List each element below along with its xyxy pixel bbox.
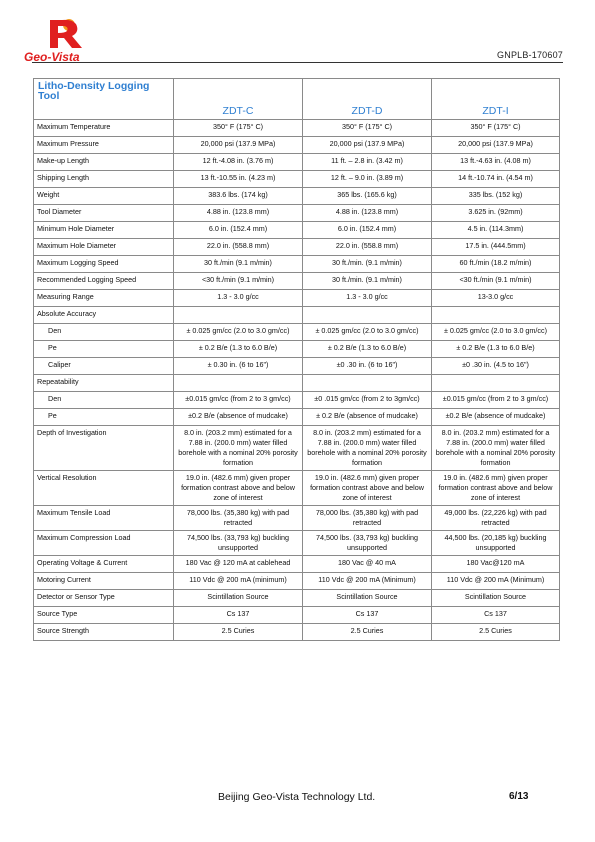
company-logo	[20, 14, 110, 64]
model-header-zdt-i: ZDT-I	[432, 103, 560, 120]
cell-zdt-d: 78,000 lbs. (35,380 kg) with pad retracted	[303, 506, 432, 531]
document-number: GNPLB-170607	[497, 50, 563, 60]
cell-zdt-c: 350° F (175° C)	[174, 120, 303, 137]
cell-zdt-c: 180 Vac @ 120 mA at cablehead	[174, 556, 303, 573]
cell-zdt-d: 350° F (175° C)	[303, 120, 432, 137]
cell-zdt-c: <30 ft./min (9.1 m/min)	[174, 273, 303, 290]
table-row	[34, 506, 560, 531]
table-row	[34, 409, 560, 426]
cell-zdt-d: ± 0.025 gm/cc (2.0 to 3.0 gm/cc)	[303, 324, 432, 341]
cell-zdt-d: 74,500 lbs. (33,793 kg) buckling unsupported	[303, 531, 432, 556]
table-row	[34, 205, 560, 222]
table-title: Litho-Density Logging Tool	[34, 79, 174, 104]
cell-zdt-i: Scintillation Source	[432, 590, 560, 607]
cell-zdt-i: 20,000 psi (137.9 MPa)	[432, 137, 560, 154]
cell-zdt-i: 19.0 in. (482.6 mm) given proper formation contrast above and below zone of interest	[432, 471, 560, 506]
table-row	[34, 222, 560, 239]
cell-zdt-d: 12 ft. – 9.0 in. (3.89 m)	[303, 171, 432, 188]
cell-zdt-c: ±0.015 gm/cc (from 2 to 3 gm/cc)	[174, 392, 303, 409]
cell-zdt-c	[174, 307, 303, 324]
row-label: Depth of Investigation	[34, 426, 174, 471]
cell-zdt-i: 335 lbs. (152 kg)	[432, 188, 560, 205]
geo-vista-logo-icon	[20, 14, 110, 64]
cell-zdt-d: 1.3 - 3.0 g/cc	[303, 290, 432, 307]
row-label: Vertical Resolution	[34, 471, 174, 506]
cell-zdt-d: 4.88 in. (123.8 mm)	[303, 205, 432, 222]
table-row	[34, 607, 560, 624]
cell-zdt-c: ±0.2 B/e (absence of mudcake)	[174, 409, 303, 426]
table-row	[34, 290, 560, 307]
cell-zdt-d: ± 0.2 B/e (1.3 to 6.0 B/e)	[303, 341, 432, 358]
cell-zdt-i: ± 0.2 B/e (1.3 to 6.0 B/e)	[432, 341, 560, 358]
row-label: Minimum Hole Diameter	[34, 222, 174, 239]
cell-zdt-i: 49,000 lbs. (22,226 kg) with pad retracted	[432, 506, 560, 531]
table-row	[34, 624, 560, 641]
cell-zdt-i	[432, 375, 560, 392]
row-label: Maximum Pressure	[34, 137, 174, 154]
cell-zdt-i: ±0.015 gm/cc (from 2 to 3 gm/cc)	[432, 392, 560, 409]
cell-zdt-d: 20,000 psi (137.9 MPa)	[303, 137, 432, 154]
cell-zdt-c: 22.0 in. (558.8 mm)	[174, 239, 303, 256]
cell-zdt-c: ± 0.30 in. (6 to 16")	[174, 358, 303, 375]
cell-zdt-d: 8.0 in. (203.2 mm) estimated for a 7.88 in. (200.0 mm) water filled borehole with a nominal 20% porosity formation	[303, 426, 432, 471]
table-row	[34, 531, 560, 556]
cell-zdt-d: 11 ft. – 2.8 in. (3.42 m)	[303, 154, 432, 171]
cell-zdt-d: 6.0 in. (152.4 mm)	[303, 222, 432, 239]
row-label: Weight	[34, 188, 174, 205]
cell-zdt-i: 4.5 in. (114.3mm)	[432, 222, 560, 239]
cell-zdt-d: 19.0 in. (482.6 mm) given proper formation contrast above and below zone of interest	[303, 471, 432, 506]
cell-zdt-d: 22.0 in. (558.8 mm)	[303, 239, 432, 256]
table-row	[34, 471, 560, 506]
cell-zdt-i: 350° F (175° C)	[432, 120, 560, 137]
cell-zdt-d	[303, 375, 432, 392]
cell-zdt-c: Scintillation Source	[174, 590, 303, 607]
cell-zdt-d: ± 0.2 B/e (absence of mudcake)	[303, 409, 432, 426]
cell-zdt-c: Cs 137	[174, 607, 303, 624]
cell-zdt-i: <30 ft./min (9.1 m/min)	[432, 273, 560, 290]
cell-zdt-i: 13 ft.-4.63 in. (4.08 m)	[432, 154, 560, 171]
cell-zdt-c: 78,000 lbs. (35,380 kg) with pad retracted	[174, 506, 303, 531]
row-sub-label: Caliper	[34, 358, 174, 375]
spec-table	[33, 78, 560, 641]
cell-zdt-d	[303, 307, 432, 324]
row-label: Measuring Range	[34, 290, 174, 307]
row-label: Maximum Hole Diameter	[34, 239, 174, 256]
row-label: Shipping Length	[34, 171, 174, 188]
cell-zdt-i: 13-3.0 g/cc	[432, 290, 560, 307]
cell-zdt-c: 1.3 - 3.0 g/cc	[174, 290, 303, 307]
row-label: Motoring Current	[34, 573, 174, 590]
table-row	[34, 324, 560, 341]
cell-zdt-i: 17.5 in. (444.5mm)	[432, 239, 560, 256]
cell-zdt-i: 2.5 Curies	[432, 624, 560, 641]
table-section-row	[34, 307, 560, 324]
row-label: Maximum Logging Speed	[34, 256, 174, 273]
table-row	[34, 154, 560, 171]
cell-zdt-c: 20,000 psi (137.9 MPa)	[174, 137, 303, 154]
cell-zdt-d: 365 lbs. (165.6 kg)	[303, 188, 432, 205]
table-row	[34, 556, 560, 573]
cell-zdt-c: 30 ft./min (9.1 m/min)	[174, 256, 303, 273]
table-row	[34, 188, 560, 205]
model-header-zdt-d: ZDT-D	[303, 103, 432, 120]
cell-zdt-d: ±0 .30 in. (6 to 16")	[303, 358, 432, 375]
cell-zdt-c: 4.88 in. (123.8 mm)	[174, 205, 303, 222]
cell-zdt-c: 8.0 in. (203.2 mm) estimated for a 7.88 in. (200.0 mm) water filled borehole with a nominal 20% porosity formation	[174, 426, 303, 471]
row-label: Absolute Accuracy	[34, 307, 174, 324]
page-number: 6/13	[509, 791, 529, 802]
cell-zdt-c: 6.0 in. (152.4 mm)	[174, 222, 303, 239]
cell-zdt-c: ± 0.2 B/e (1.3 to 6.0 B/e)	[174, 341, 303, 358]
cell-zdt-i: 60 ft./min (18.2 m/min)	[432, 256, 560, 273]
cell-zdt-i: 44,500 lbs. (20,185 kg) buckling unsupported	[432, 531, 560, 556]
cell-zdt-d: 180 Vac @ 40 mA	[303, 556, 432, 573]
row-label: Repeatability	[34, 375, 174, 392]
model-header-zdt-c: ZDT-C	[174, 103, 303, 120]
row-label: Maximum Compression Load	[34, 531, 174, 556]
footer-company: Beijing Geo-Vista Technology Ltd.	[218, 791, 376, 803]
row-label: Recommended Logging Speed	[34, 273, 174, 290]
cell-zdt-i: ± 0.025 gm/cc (2.0 to 3.0 gm/cc)	[432, 324, 560, 341]
row-sub-label: Den	[34, 324, 174, 341]
cell-zdt-i: 110 Vdc @ 200 mA (Minimum)	[432, 573, 560, 590]
table-row	[34, 120, 560, 137]
cell-zdt-i	[432, 307, 560, 324]
table-row	[34, 273, 560, 290]
cell-zdt-i: ±0 .30 in. (4.5 to 16")	[432, 358, 560, 375]
cell-zdt-c: 2.5 Curies	[174, 624, 303, 641]
cell-zdt-c: 12 ft.-4.08 in. (3.76 m)	[174, 154, 303, 171]
row-label: Maximum Temperature	[34, 120, 174, 137]
cell-zdt-c	[174, 375, 303, 392]
table-row	[34, 239, 560, 256]
table-row	[34, 392, 560, 409]
cell-zdt-d: 30 ft./min. (9.1 m/min)	[303, 256, 432, 273]
row-sub-label: Pe	[34, 341, 174, 358]
cell-zdt-c: 74,500 lbs. (33,793 kg) buckling unsupported	[174, 531, 303, 556]
row-label: Tool Diameter	[34, 205, 174, 222]
cell-zdt-d: ±0 .015 gm/cc (from 2 to 3gm/cc)	[303, 392, 432, 409]
cell-zdt-d: 2.5 Curies	[303, 624, 432, 641]
cell-zdt-d: Scintillation Source	[303, 590, 432, 607]
table-row	[34, 137, 560, 154]
cell-zdt-i: 14 ft.-10.74 in. (4.54 m)	[432, 171, 560, 188]
cell-zdt-c: 110 Vdc @ 200 mA (minimum)	[174, 573, 303, 590]
cell-zdt-i: 180 Vac@120 mA	[432, 556, 560, 573]
model-header-row	[34, 103, 560, 120]
table-row	[34, 426, 560, 471]
table-row	[34, 590, 560, 607]
cell-zdt-d: 110 Vdc @ 200 mA (Minimum)	[303, 573, 432, 590]
header-divider	[32, 62, 563, 63]
cell-zdt-c: 383.6 lbs. (174 kg)	[174, 188, 303, 205]
row-sub-label: Pe	[34, 409, 174, 426]
cell-zdt-d: Cs 137	[303, 607, 432, 624]
row-label: Make-up Length	[34, 154, 174, 171]
cell-zdt-c: 13 ft.-10.55 in. (4.23 m)	[174, 171, 303, 188]
logo-wordmark: Geo-Vista	[24, 50, 80, 64]
table-title-row	[34, 79, 560, 104]
table-section-row	[34, 375, 560, 392]
cell-zdt-d: 30 ft./min. (9.1 m/min)	[303, 273, 432, 290]
cell-zdt-c: ± 0.025 gm/cc (2.0 to 3.0 gm/cc)	[174, 324, 303, 341]
table-row	[34, 256, 560, 273]
table-row	[34, 171, 560, 188]
table-row	[34, 341, 560, 358]
row-label: Source Strength	[34, 624, 174, 641]
cell-zdt-i: Cs 137	[432, 607, 560, 624]
cell-zdt-i: ±0.2 B/e (absence of mudcake)	[432, 409, 560, 426]
row-label: Detector or Sensor Type	[34, 590, 174, 607]
row-sub-label: Den	[34, 392, 174, 409]
table-row	[34, 573, 560, 590]
row-label: Operating Voltage & Current	[34, 556, 174, 573]
cell-zdt-i: 8.0 in. (203.2 mm) estimated for a 7.88 in. (200.0 mm) water filled borehole with a nominal 20% porosity formation	[432, 426, 560, 471]
cell-zdt-c: 19.0 in. (482.6 mm) given proper formation contrast above and below zone of interest	[174, 471, 303, 506]
table-row	[34, 358, 560, 375]
row-label: Maximum Tensile Load	[34, 506, 174, 531]
cell-zdt-i: 3.625 in. (92mm)	[432, 205, 560, 222]
row-label: Source Type	[34, 607, 174, 624]
